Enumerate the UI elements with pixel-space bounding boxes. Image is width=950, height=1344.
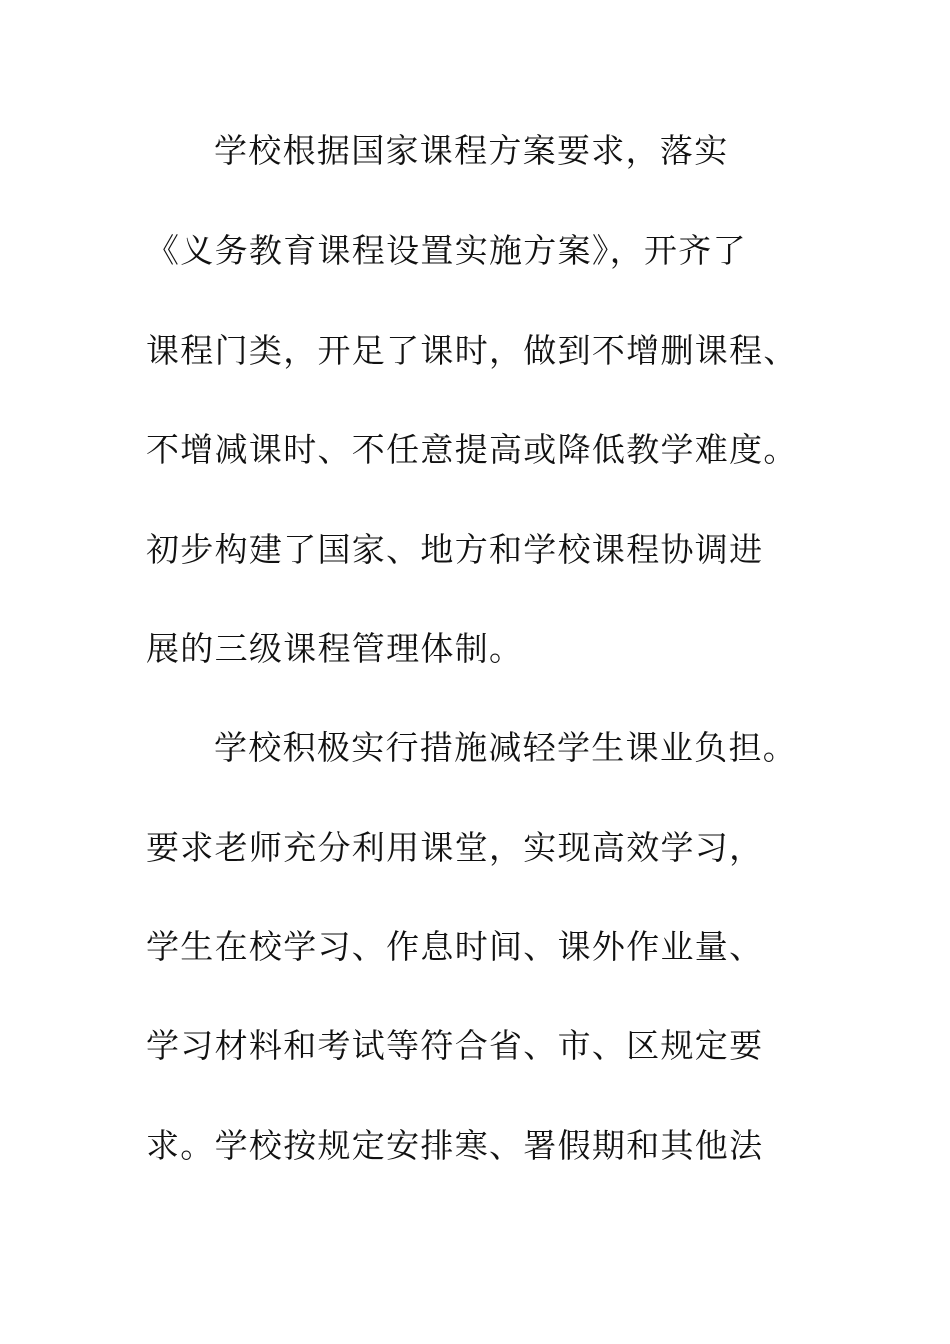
text-line: 《义务教育课程设置实施方案》，开齐了	[146, 231, 747, 270]
text-line: 初步构建了国家、地方和学校课程协调进	[146, 530, 764, 569]
text-line: 课程门类，开足了课时，做到不增删课程、	[146, 331, 798, 370]
text-line: 不增减课时、不任意提高或降低教学难度。	[146, 430, 798, 469]
text-line: 学校积极实行措施减轻学生课业负担。	[214, 728, 798, 767]
text-line: 求。学校按规定安排寒、署假期和其他法	[146, 1126, 764, 1165]
text-line: 学生在校学习、作息时间、课外作业量、	[146, 927, 764, 966]
text-line: 学校根据国家课程方案要求，落实	[214, 131, 729, 170]
text-line: 要求老师充分利用课堂，实现高效学习，	[146, 828, 764, 867]
text-line: 学习材料和考试等符合省、市、区规定要	[146, 1026, 764, 1065]
text-line: 展的三级课程管理体制。	[146, 629, 524, 668]
